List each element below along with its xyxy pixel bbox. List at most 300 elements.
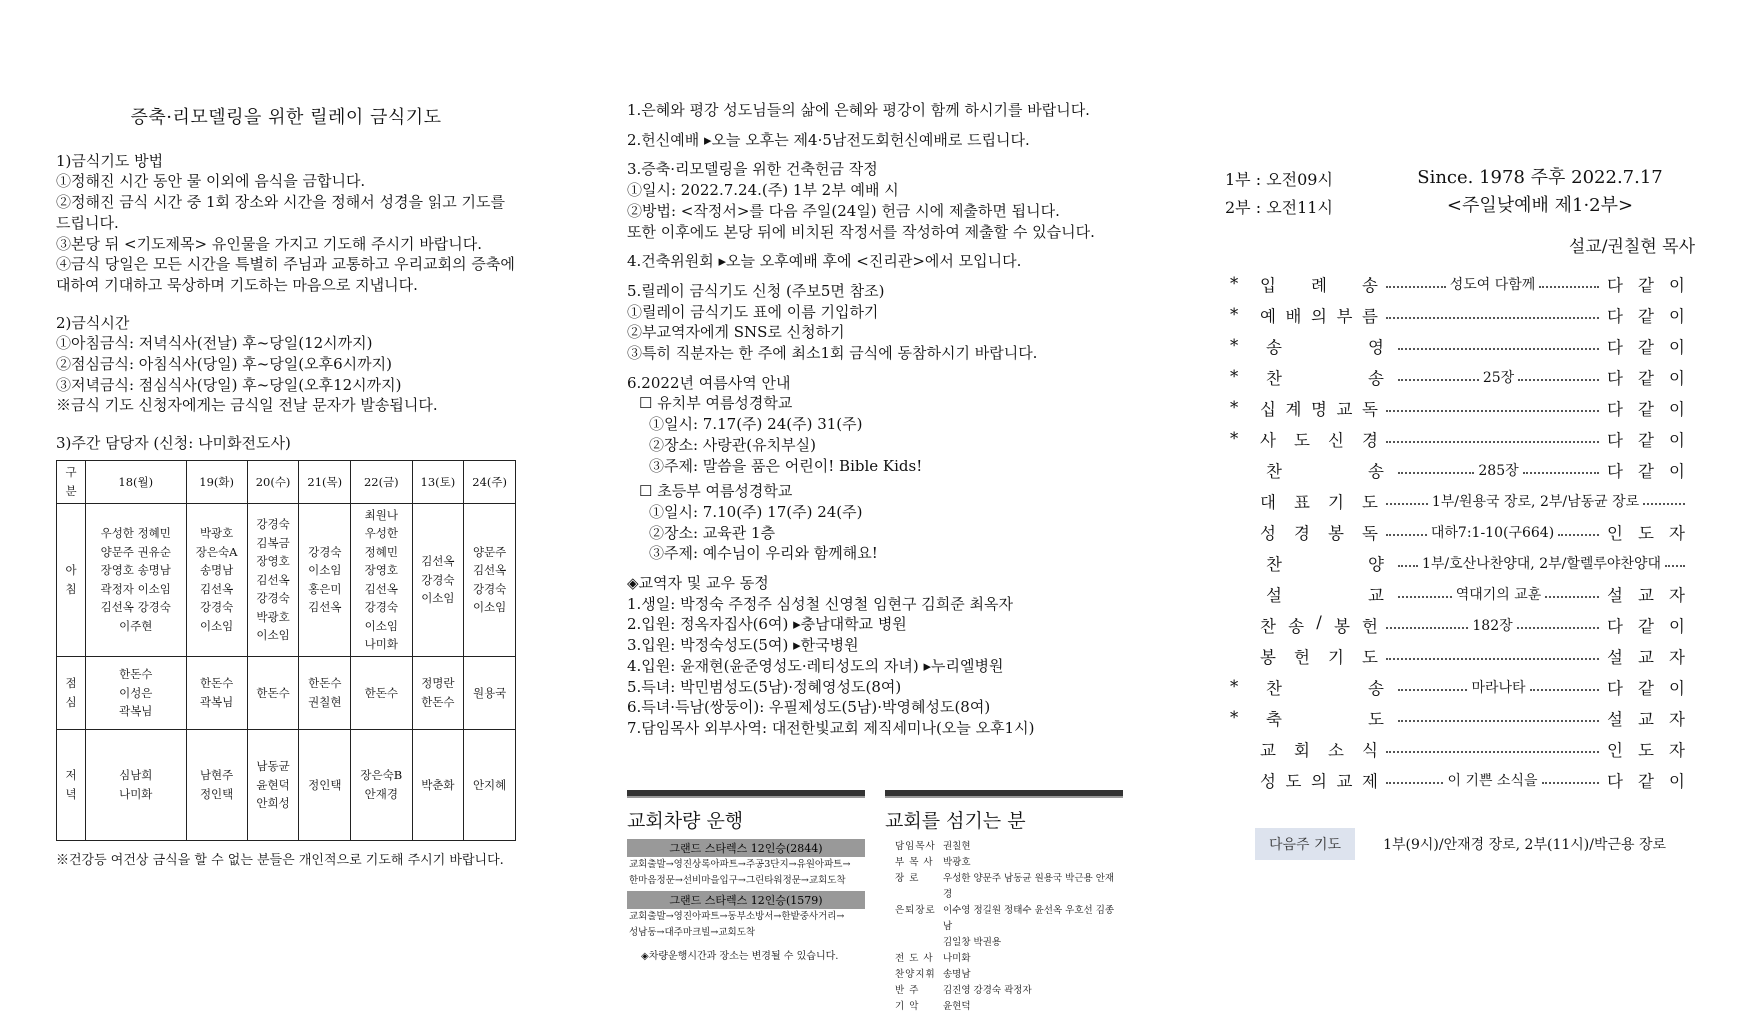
staff-row: [895, 935, 1123, 951]
order-content: 이 기쁜 소식을: [1447, 772, 1538, 789]
next-week-prayer: [1255, 828, 1666, 860]
name-line: 정인택: [308, 777, 342, 792]
name-line: 김선옥: [308, 600, 342, 615]
order-name-char: /: [1316, 612, 1322, 632]
dot-leader: [1386, 751, 1599, 753]
staff-role: [895, 935, 943, 951]
name-line: 이소임: [256, 628, 290, 643]
order-star: *: [1230, 367, 1239, 386]
next-week-text: 1부(9시)/안재경 장로, 2부(11시)/박근용 장로: [1383, 837, 1667, 853]
order-content: 1부/원용국 장로, 2부/남동균 장로: [1431, 493, 1640, 510]
staff-role: 찬양지휘: [895, 969, 936, 980]
dot-leader: [1518, 379, 1599, 381]
order-row: [1225, 330, 1685, 361]
time-list: [56, 333, 516, 416]
method-list: [56, 171, 516, 295]
name-line: 박광호: [199, 526, 234, 541]
announcement-item: [627, 251, 1147, 272]
resp-char: 다: [1607, 399, 1623, 419]
dot-leader: [1558, 534, 1599, 536]
news-line: 2.입원: 정옥자집사(6여) ▸충남대학교 병원: [627, 615, 907, 634]
order-name: [1260, 427, 1378, 451]
staff-names: 우성한 양문주 남동균 원용국 박근용 안재경: [942, 873, 1115, 900]
order-name-char: 설: [1266, 585, 1282, 605]
order-name-char: 송: [1266, 337, 1282, 357]
order-row: [1225, 268, 1685, 299]
staff-names: 박광호: [943, 857, 971, 868]
resp-char: 이: [1669, 399, 1685, 419]
table-cell: [351, 729, 412, 840]
table-row: [57, 729, 516, 840]
order-name-char: 도: [1368, 709, 1384, 729]
table-cell: [464, 503, 516, 656]
name-line: 안희성: [256, 796, 290, 811]
name-line: 박광호: [256, 609, 290, 624]
table-cell: [86, 503, 187, 656]
order-name-char: 찬: [1266, 461, 1282, 481]
name-line: 윤현덕: [256, 777, 290, 792]
dot-leader: [1386, 410, 1599, 412]
resp-char: 이: [1669, 771, 1685, 791]
next-week-label: 다음주 기도: [1255, 828, 1355, 860]
order-name-char: 송: [1368, 368, 1384, 388]
dot-leader: [1643, 503, 1685, 505]
order-name: [1260, 675, 1390, 699]
order-name-char: 도: [1362, 492, 1378, 512]
resp-char: 같: [1638, 678, 1654, 698]
order-name-char: 송: [1362, 275, 1378, 295]
day-header: 19(화): [186, 460, 247, 503]
name-line: 이소임: [364, 618, 398, 633]
order-row: [1225, 361, 1685, 392]
order-name-char: 례: [1311, 275, 1327, 295]
name-line: 나미화: [364, 637, 398, 652]
order-responsible: [1607, 644, 1685, 668]
dot-leader: [1523, 472, 1599, 474]
resp-char: 이: [1669, 461, 1685, 481]
order-name-char: 의: [1311, 771, 1327, 791]
announcement-line: 4.건축위원회 ▸오늘 오후예배 후에 <진리관>에서 모입니다.: [627, 252, 1022, 271]
announcements-section: [627, 100, 1147, 748]
order-name: [1260, 272, 1378, 296]
order-content: 성도여 다함께: [1449, 276, 1536, 293]
name-line: 김선옥 강경숙: [100, 600, 171, 615]
order-row: [1225, 640, 1685, 671]
day-header: 13(토): [412, 460, 464, 503]
order-name: [1260, 458, 1390, 482]
staff-row: [895, 839, 1123, 855]
name-line: 이소임: [472, 600, 507, 615]
name-line: 강경숙: [256, 591, 290, 606]
order-name: [1260, 334, 1390, 358]
announcement-line: 3.증축·리모델링을 위한 건축헌금 작정: [627, 160, 878, 179]
resp-char: 같: [1638, 616, 1654, 636]
resp-char: 교: [1638, 647, 1654, 667]
fasting-title: 증축·리모델링을 위한 릴레이 금식기도: [130, 107, 442, 128]
order-name-char: 대: [1260, 492, 1276, 512]
order-name-char: 배: [1285, 306, 1302, 326]
order-content: 25장: [1482, 369, 1515, 386]
summer-heading: 6.2022년 여름사역 안내: [627, 373, 791, 392]
name-line: 곽정자 이소임: [100, 581, 171, 596]
table-cell: [412, 656, 464, 729]
resp-char: 설: [1607, 709, 1623, 729]
order-name-char: 교: [1368, 585, 1384, 605]
announcement-item: [627, 159, 1147, 242]
meal-char: 심: [65, 694, 77, 709]
resp-char: 다: [1607, 430, 1623, 450]
order-dots: [1398, 714, 1599, 722]
meal-char: 아: [65, 563, 77, 578]
order-name-char: 경: [1362, 430, 1378, 450]
name-line: 안재경: [364, 786, 398, 801]
order-name-char: 찬: [1266, 678, 1282, 698]
order-name-char: 축: [1266, 709, 1282, 729]
order-row: [1225, 702, 1685, 733]
summer-group-line: ①일시: 7.17(주) 24(주) 31(주): [649, 415, 863, 434]
table-cell: [247, 503, 299, 656]
summer-group-heading: ☐ 유치부 여름성경학교: [639, 394, 793, 413]
name-line: 홍은미: [308, 581, 342, 596]
method-item: ③본당 뒤 <기도제목> 유인물을 가지고 기도해 주시기 바랍니다.: [56, 234, 483, 253]
announcement-line: 또한 이후에도 본당 뒤에 비치된 작정서를 작성하여 제출할 수 있습니다.: [627, 222, 1095, 241]
dot-leader: [1545, 596, 1599, 598]
resp-char: 이: [1669, 616, 1685, 636]
bottom-panels: [627, 790, 1127, 1012]
order-name-char: 소: [1328, 740, 1344, 760]
staff-names: 윤현덕: [943, 1001, 971, 1012]
name-line: 이소임: [308, 563, 342, 578]
staff-panel: [885, 790, 1123, 1015]
resp-char: 인: [1607, 523, 1623, 543]
order-responsible: [1607, 334, 1685, 358]
dot-leader: [1386, 658, 1599, 660]
name-line: 이성은: [119, 685, 153, 700]
order-row: [1225, 392, 1685, 423]
order-name-char: 도: [1294, 430, 1310, 450]
name-line: 장영호 송명남: [100, 563, 171, 578]
staff-row: [895, 903, 1123, 935]
time-block: [56, 313, 516, 417]
worship-title: <주일낮예배 제1·2부>: [1446, 195, 1634, 216]
order-responsible: [1607, 582, 1685, 606]
name-line: 우성한: [364, 526, 398, 541]
order-name-char: 도: [1285, 771, 1302, 791]
resp-char: 인: [1607, 740, 1623, 760]
resp-char: 다: [1607, 461, 1623, 481]
order-row: [1225, 485, 1685, 516]
name-line: 박춘화: [421, 777, 455, 792]
order-content: 182장: [1472, 617, 1513, 634]
name-line: 강경숙: [421, 572, 455, 587]
resp-char: 이: [1669, 275, 1685, 295]
announcement-line: ②방법: <작정서>를 다음 주일(24일) 헌금 시에 제출하면 됩니다.: [627, 201, 1060, 220]
order-responsible: [1607, 520, 1685, 544]
day-header: 18(월): [86, 460, 187, 503]
staff-role: 은퇴장로: [895, 905, 936, 916]
summer-group: [627, 393, 1147, 476]
name-line: 한돈수: [256, 685, 290, 700]
resp-char: 설: [1607, 585, 1623, 605]
order-star: *: [1230, 305, 1239, 324]
dot-leader: [1542, 782, 1599, 784]
name-line: 강경숙: [364, 600, 398, 615]
car-route-line: 한마음정문→선비마을입구→그린타워정문→교회도착: [629, 875, 846, 886]
order-star: *: [1230, 708, 1239, 727]
name-line: 심남희: [119, 768, 153, 783]
order-responsible: [1607, 458, 1685, 482]
order-content: 285장: [1478, 462, 1519, 479]
order-row: [1225, 578, 1685, 609]
resp-char: 이: [1669, 306, 1685, 326]
order-name-char: 교: [1336, 399, 1353, 419]
order-content: 마라나타: [1471, 679, 1526, 696]
order-responsible: [1607, 706, 1685, 730]
name-line: 김선옥: [421, 554, 455, 569]
staff-row: [895, 871, 1123, 903]
car-route-line: 성남동→대주마크빌→교회도착: [629, 927, 756, 938]
name-line: 장영호: [256, 554, 290, 569]
dot-leader: [1517, 627, 1599, 629]
order-dots: [1386, 404, 1599, 412]
order-name-char: 제: [1362, 771, 1378, 791]
order-content: 역대기의 교훈: [1455, 586, 1542, 603]
name-line: 김선옥: [256, 572, 290, 587]
car-panel-title: 교회차량 운행: [627, 810, 744, 832]
staff-row: [895, 951, 1123, 967]
order-name: [1260, 582, 1390, 606]
order-name-char: 성: [1260, 771, 1276, 791]
order-star: *: [1230, 336, 1239, 355]
table-cell: [412, 503, 464, 656]
name-line: 김복금: [256, 535, 290, 550]
table-row: [57, 656, 516, 729]
meal-label: [57, 656, 86, 729]
order-name-char: 교: [1260, 740, 1276, 760]
resp-char: 같: [1638, 399, 1654, 419]
name-line: 한돈수: [364, 685, 398, 700]
order-dots: [1386, 615, 1599, 635]
name-line: 김선옥: [199, 581, 234, 596]
resp-char: 도: [1638, 740, 1654, 760]
announcement-item: [627, 100, 1147, 121]
order-name-char: 표: [1294, 492, 1310, 512]
car-panel: [627, 790, 865, 962]
resp-char: 같: [1638, 337, 1654, 357]
announcement-line: ②부교역자에게 SNS로 신청하기: [627, 323, 845, 342]
name-line: 강경숙: [472, 581, 507, 596]
order-responsible: [1607, 613, 1685, 637]
announcement-item: [627, 281, 1147, 364]
car-heading: 그랜드 스타렉스 12인승(1579): [627, 891, 865, 909]
resp-char: 교: [1638, 585, 1654, 605]
table-cell: [186, 729, 247, 840]
dot-leader: [1539, 286, 1599, 288]
order-name-char: 부: [1336, 306, 1353, 326]
announcement-line: 5.릴레이 금식기도 신청 (주보5면 참조): [627, 281, 885, 300]
order-name-char: 헌: [1294, 647, 1310, 667]
order-dots: [1386, 770, 1599, 790]
resp-char: 다: [1607, 275, 1623, 295]
staff-row: [895, 983, 1123, 999]
resp-char: 이: [1669, 430, 1685, 450]
resp-char: 같: [1638, 771, 1654, 791]
order-name-char: 헌: [1362, 616, 1378, 636]
order-star: *: [1230, 677, 1239, 696]
news-line: 7.담임목사 외부사역: 대전한빛교회 제직세미나(오늘 오후1시): [627, 718, 1035, 737]
name-line: 정인택: [199, 786, 234, 801]
name-line: 최원나: [364, 507, 398, 522]
service-time-2: 2부 : 오전11시: [1225, 198, 1333, 217]
order-name-char: 회: [1294, 740, 1310, 760]
news-line: 1.생일: 박정숙 주정주 심성철 신영철 임현구 김희준 최옥자: [627, 594, 1014, 613]
dot-leader: [1386, 286, 1446, 288]
staff-role: 반 주: [895, 985, 920, 996]
news-line: 3.입원: 박정숙성도(5여) ▸한국병원: [627, 636, 859, 655]
order-dots: [1386, 274, 1599, 294]
staff-names: 송명남: [943, 969, 971, 980]
staff-panel-title: 교회를 섬기는 분: [885, 810, 1026, 832]
meal-label: [57, 503, 86, 656]
fasting-footnote: ※건강등 여건상 금식을 할 수 없는 분들은 개인적으로 기도해 주시기 바랍니다.: [56, 852, 504, 868]
staff-names: 권칠현: [943, 841, 971, 852]
staff-list: [885, 839, 1123, 1015]
dot-leader: [1530, 689, 1599, 691]
order-name-char: 봉: [1328, 523, 1344, 543]
order-dots: [1398, 460, 1599, 480]
name-line: 한돈수: [308, 676, 342, 691]
meal-char: 침: [65, 581, 77, 596]
name-line: 강경숙: [308, 544, 342, 559]
name-line: 곽복님: [199, 694, 234, 709]
order-row: [1225, 516, 1685, 547]
name-line: 곽복님: [119, 704, 153, 719]
order-row: [1225, 299, 1685, 330]
order-name: [1260, 396, 1378, 420]
order-name-char: 기: [1328, 492, 1344, 512]
order-name-char: 송: [1288, 616, 1305, 636]
resp-char: 다: [1607, 368, 1623, 388]
name-line: 이주현: [119, 618, 153, 633]
meal-char: 저: [65, 768, 77, 783]
worship-header: [1400, 164, 1680, 220]
dot-leader: [1386, 782, 1443, 784]
news-line: 5.득녀: 박민범성도(5남)·정혜영성도(8여): [627, 677, 902, 696]
order-name-char: 입: [1260, 275, 1276, 295]
method-heading: 1)금식기도 방법: [56, 151, 164, 170]
order-name-char: 예: [1260, 306, 1276, 326]
name-line: 양문주 권유순: [100, 544, 171, 559]
announcement-item: [627, 130, 1147, 151]
table-cell: [86, 729, 187, 840]
news-line: 6.득녀·득남(쌍둥이): 우필제성도(5남)·박영혜성도(8여): [627, 698, 991, 717]
time-item: ※금식 기도 신청자에게는 금식일 전날 문자가 발송됩니다.: [56, 396, 438, 415]
resp-char: 이: [1669, 678, 1685, 698]
order-name-char: 영: [1368, 337, 1384, 357]
corner-char: 구: [65, 465, 77, 480]
car-heading: 그랜드 스타렉스 12인승(2844): [627, 839, 865, 857]
order-dots: [1398, 367, 1599, 387]
name-line: 한돈수: [199, 676, 234, 691]
preacher: 설교/권칠현 목사: [1568, 237, 1695, 257]
news-block: [627, 573, 1147, 739]
order-dots: [1398, 584, 1599, 604]
announcement-line: ①일시: 2022.7.24.(주) 1부 2부 예배 시: [627, 181, 899, 200]
resp-char: 같: [1638, 275, 1654, 295]
order-name-char: 양: [1368, 554, 1384, 574]
order-star: *: [1230, 274, 1239, 293]
order-responsible: [1607, 427, 1685, 451]
worship-date: Since. 1978 주후 2022.7.17: [1417, 167, 1663, 188]
summer-group: [627, 481, 1147, 564]
summer-group-line: ①일시: 7.10(주) 17(주) 24(주): [649, 502, 863, 521]
dot-leader: [1665, 565, 1685, 567]
panel-bar-thin: [885, 796, 1123, 798]
order-dots: [1398, 553, 1685, 573]
order-name: [1260, 551, 1390, 575]
announcement-line: 1.은혜와 평강 성도님들의 삶에 은혜와 평강이 함께 하시기를 바랍니다.: [627, 101, 1090, 119]
meal-char: 점: [65, 676, 77, 691]
table-cell: [247, 729, 299, 840]
day-header: 20(수): [247, 460, 299, 503]
resp-char: 도: [1638, 523, 1654, 543]
dot-leader: [1386, 317, 1599, 319]
order-name: [1260, 706, 1390, 730]
name-line: 양문주: [472, 544, 507, 559]
meal-label: [57, 729, 86, 840]
order-name-char: 독: [1362, 523, 1378, 543]
order-row: [1225, 764, 1685, 795]
resp-char: 다: [1607, 678, 1623, 698]
resp-char: 이: [1669, 337, 1685, 357]
order-name-char: 송: [1368, 678, 1384, 698]
table-cell: [299, 656, 351, 729]
order-name: [1260, 737, 1378, 761]
order-row: [1225, 454, 1685, 485]
dot-leader: [1398, 565, 1418, 567]
staff-row: [895, 855, 1123, 871]
resp-char: 다: [1607, 306, 1623, 326]
order-name: [1260, 365, 1390, 389]
summer-group-line: ③주제: 말씀을 품은 어린이! Bible Kids!: [649, 456, 923, 475]
name-line: 이소임: [421, 591, 455, 606]
dot-leader: [1386, 627, 1468, 629]
name-line: 한돈수: [421, 694, 455, 709]
resp-char: 같: [1638, 461, 1654, 481]
order-star: *: [1230, 429, 1239, 448]
car-route-list: [627, 839, 865, 941]
order-responsible: [1607, 737, 1685, 761]
service-times: [1225, 166, 1333, 222]
table-cell: [464, 729, 516, 840]
method-block: [56, 151, 516, 296]
announcement-line: ③특히 직분자는 한 주에 최소1회 금식에 동참하시기 바랍니다.: [627, 344, 1038, 363]
name-line: 남동균: [256, 759, 290, 774]
order-name-char: 찬: [1260, 616, 1276, 636]
table-cell: [351, 503, 412, 656]
order-star: *: [1230, 398, 1239, 417]
dot-leader: [1386, 534, 1427, 536]
name-line: 장영호: [364, 563, 398, 578]
dot-leader: [1398, 720, 1599, 722]
dot-leader: [1398, 596, 1452, 598]
resp-char: 다: [1607, 616, 1623, 636]
order-name-char: 도: [1362, 647, 1378, 667]
order-name-char: 찬: [1266, 554, 1282, 574]
order-name-char: 봉: [1260, 647, 1276, 667]
resp-char: 같: [1638, 368, 1654, 388]
order-row: [1225, 609, 1685, 640]
